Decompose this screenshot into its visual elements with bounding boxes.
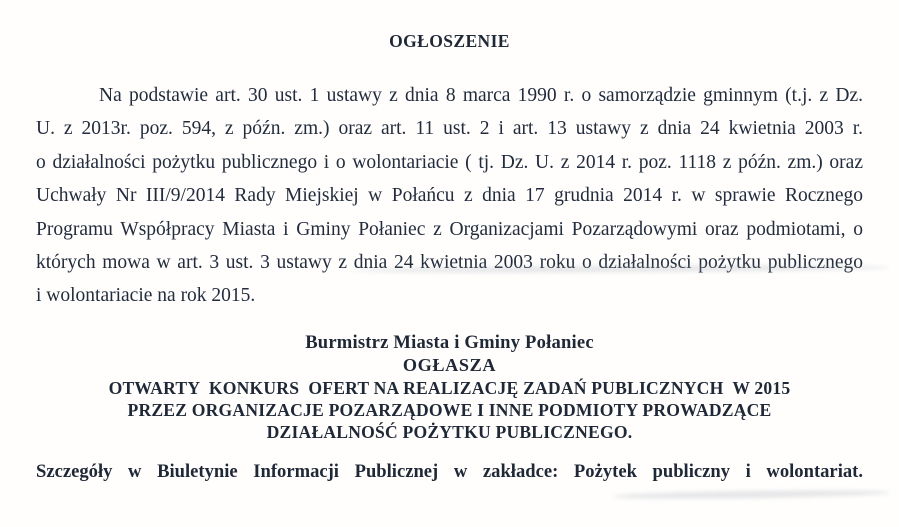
scan-artifact <box>612 489 890 500</box>
paragraph-line: Na podstawie art. 30 ust. 1 ustawy z dnia 8 marca 1990 r. o samorządzie gminnym (t.j. z Dz. <box>99 85 863 106</box>
document-title: OGŁOSZENIE <box>389 31 510 51</box>
paragraph-line: i wolontariacie na rok 2015. <box>36 285 256 307</box>
paragraph-line: o działalności pożytku publicznego i o wolontariacie ( tj. Dz. U. z 2014 r. poz. 1118 z późn. zm.) oraz <box>36 151 863 173</box>
legal-basis-paragraph <box>36 79 863 313</box>
announcement-issuer: Burmistrz Miasta i Gminy Połaniec <box>305 331 594 353</box>
announcement-block <box>0 332 899 444</box>
announcement-verb: OGŁASZA <box>402 355 497 376</box>
footer-details-note: Szczegóły w Biuletynie Informacji Publicznej w zakładce: Pożytek publiczny i wolontariat. <box>36 460 863 482</box>
paragraph-line: U. z 2013r. poz. 594, z późn. zm.) oraz art. 11 ust. 2 i art. 13 ustawy z dnia 24 kwietnia 2003 r. <box>36 118 863 140</box>
paragraph-line: których mowa w art. 3 ust. 3 ustawy z dnia 24 kwietnia 2003 roku o działalności pożytku publicznego <box>36 252 863 274</box>
announcement-subject-line: DZIAŁALNOŚĆ POŻYTKU PUBLICZNEGO. <box>266 422 633 443</box>
paragraph-line: Programu Współpracy Miasta i Gminy Połaniec z Organizacjami Pozarządowymi oraz podmiotami, o <box>36 218 863 240</box>
announcement-subject-line: OTWARTY KONKURS OFERT NA REALIZACJĘ ZADAŃ PUBLICZNYCH W 2015 <box>108 377 791 398</box>
announcement-subject-line: PRZEZ ORGANIZACJE POZARZĄDOWE I INNE PODMIOTY PROWADZĄCE <box>127 400 772 421</box>
paragraph-line: Uchwały Nr III/9/2014 Rady Miejskiej w Połańcu z dnia 17 grudnia 2014 r. w sprawie Rocznego <box>36 185 863 207</box>
